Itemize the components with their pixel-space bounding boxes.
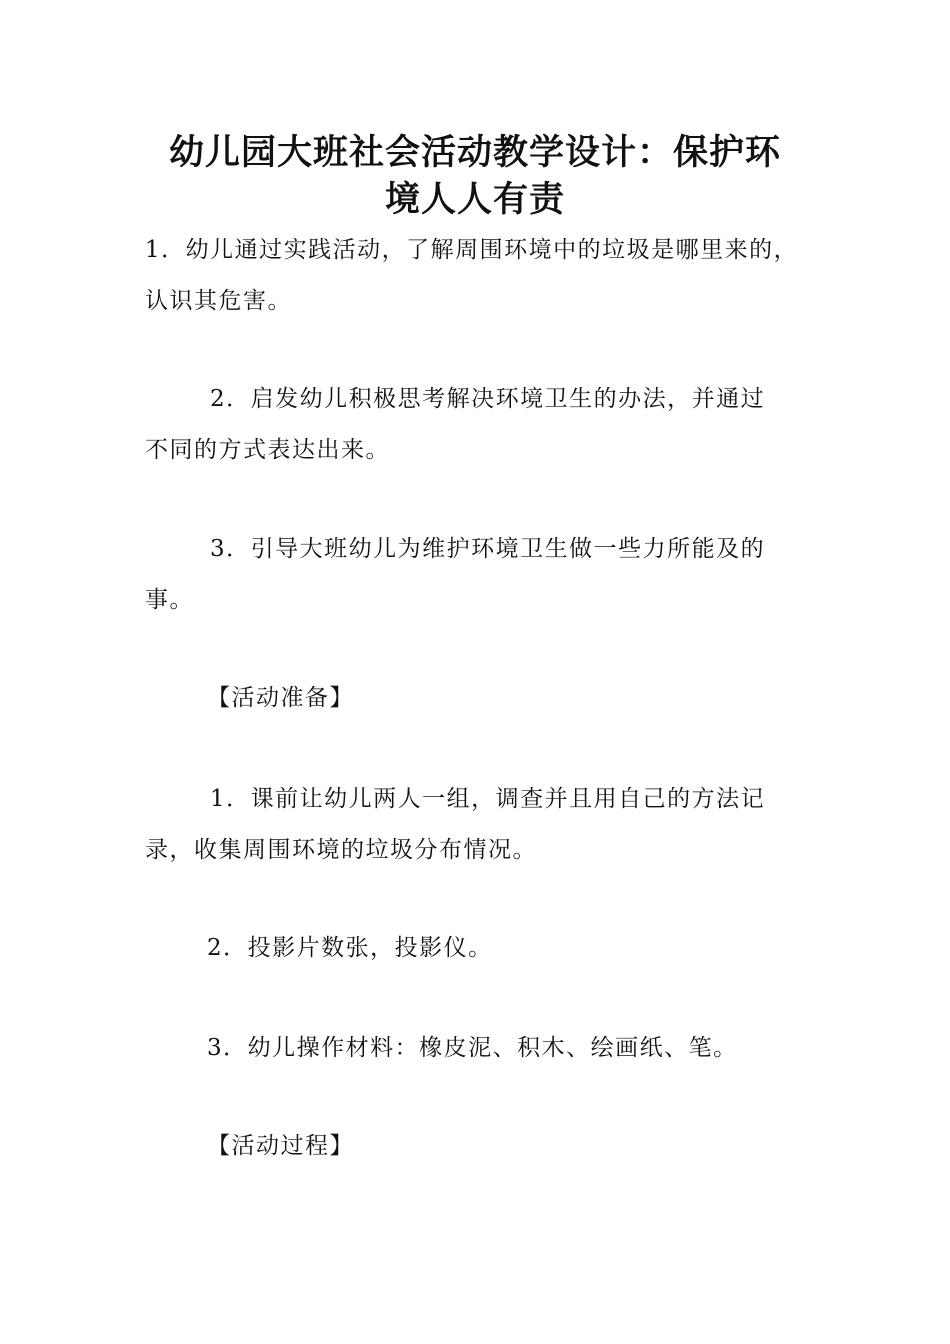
objective-1-line-1: 1．幼儿通过实践活动，了解周围环境中的垃圾是哪里来的， [145, 237, 799, 263]
section-heading-process: 【活动过程】 [207, 1133, 354, 1159]
objective-3-line-2: 事。 [145, 587, 194, 613]
objective-2-line-2: 不同的方式表达出来。 [145, 437, 390, 463]
preparation-1-line-1: 1．课前让幼儿两人一组，调查并且用自己的方法记 [210, 786, 766, 812]
preparation-2: 2．投影片数张，投影仪。 [207, 935, 493, 961]
section-heading-preparation: 【活动准备】 [207, 685, 354, 711]
preparation-3: 3．幼儿操作材料：橡皮泥、积木、绘画纸、笔。 [207, 1035, 738, 1061]
document-title-line-1: 幼儿园大班社会活动教学设计：保护环 [168, 133, 781, 173]
document-title-line-2: 境人人有责 [384, 180, 565, 220]
objective-3-line-1: 3．引导大班幼儿为维护环境卫生做一些力所能及的 [210, 536, 766, 562]
objective-1-line-2: 认识其危害。 [145, 288, 292, 314]
objective-2-line-1: 2．启发幼儿积极思考解决环境卫生的办法，并通过 [210, 386, 766, 412]
preparation-1-line-2: 录，收集周围环境的垃圾分布情况。 [145, 837, 537, 863]
